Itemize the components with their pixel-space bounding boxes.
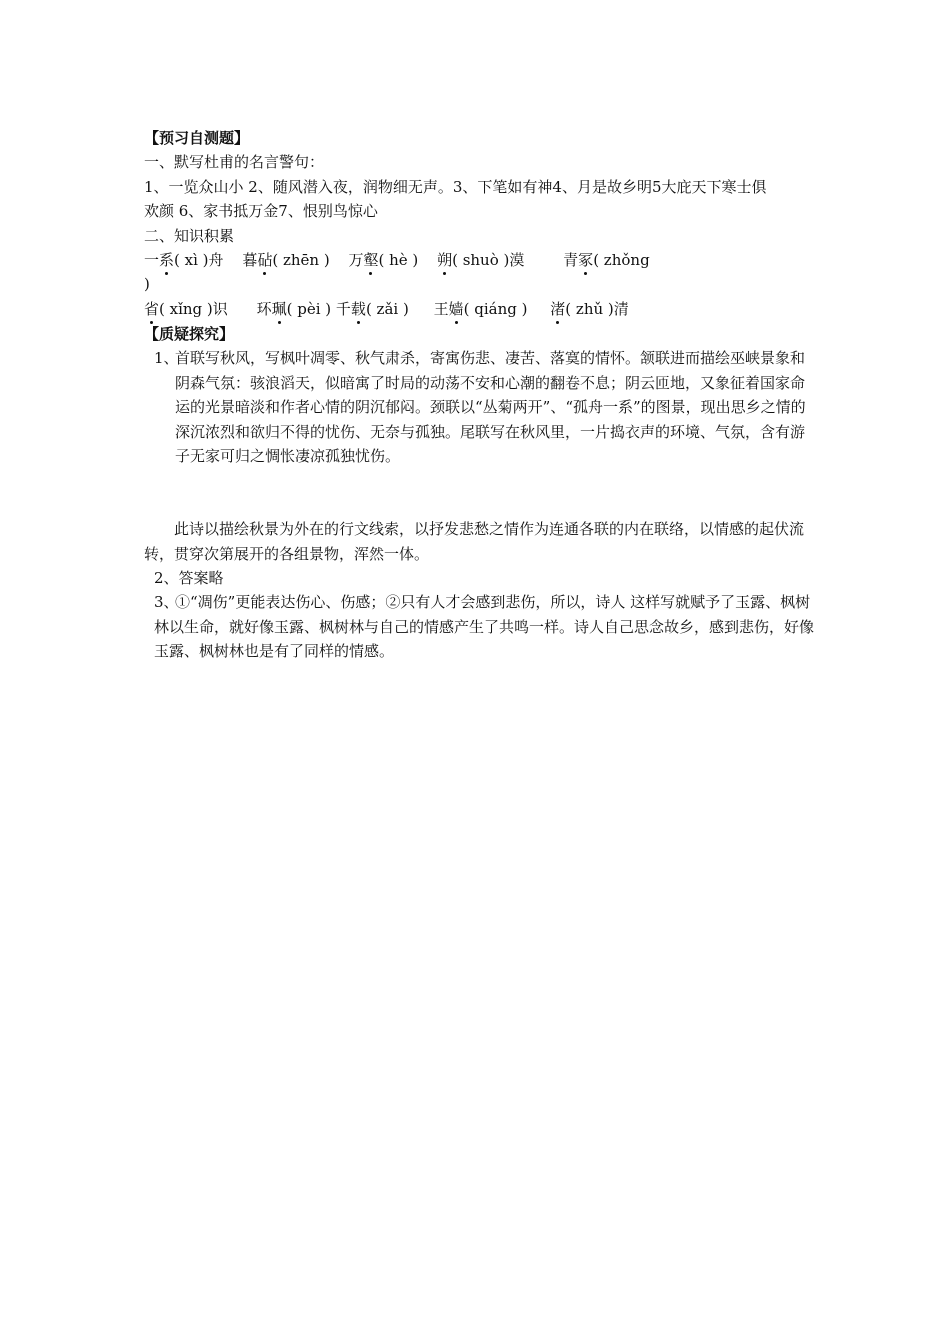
- answer-item-3: [154, 590, 814, 664]
- item-text: 首联写秋风，写枫叶凋零、秋气肃杀，寄寓伤悲、凄苦、落寞的情怀。颔联进而描绘巫峡景象和阴森气氛：骇浪滔天，似暗寓了时局的动荡不安和心潮的翻卷不息；阴云匝地，又象征着国家命运的光景暗淡和作者心情的阴沉郁闷。颈联以“丛菊两开”、“孤舟一系”的图景，现出思乡之情的深沉浓烈和欲归不得的忧伤、无奈与孤独。尾联写在秋风里，一片捣衣声的环境、气氛，含有游子无家可归之惆怅凄凉孤独忧伤。: [175, 349, 806, 465]
- pinyin-item: 省( xǐng )识: [144, 297, 228, 321]
- item-text: ①“凋伤”更能表达伤心、伤感；②只有人才会感到悲伤，所以，诗人 这样写就赋予了玉露、枫树林以生命，就好像玉露、枫树林与自己的情感产生了共鸣一样。诗人自己思念故乡，感到悲伤，好像玉露、枫树林也是有了同样的情感。: [154, 593, 815, 660]
- quotes-line-1: 1、一览众山小 2、随风潜入夜，润物细无声。3、下笔如有神4、月是故乡明5大庇天下寒士俱: [144, 178, 767, 196]
- answer-item-2: 2、答案略: [154, 569, 224, 587]
- pinyin-row-1: [144, 248, 650, 272]
- pinyin-item: 暮砧( zhēn ): [242, 248, 329, 272]
- pinyin-row-2: [144, 297, 629, 321]
- item-number: 3、: [154, 593, 179, 611]
- pinyin-item: 朔( shuò )漠: [437, 248, 524, 272]
- question-two-title: 二、知识积累: [144, 227, 235, 245]
- pinyin-item: 千载( zǎi ): [336, 297, 409, 321]
- summary-paragraph: 此诗以描绘秋景为外在的行文线索，以抒发悲愁之情作为连通各联的内在联络，以情感的起伏流转，贯穿次第展开的各组景物，浑然一体。: [144, 520, 805, 563]
- pinyin-item: 环珮( pèi ): [257, 297, 332, 321]
- quotes-line-2: 欢颜 6、家书抵万金7、恨别鸟惊心: [144, 202, 378, 220]
- pinyin-item: 渚( zhǔ )清: [550, 297, 628, 321]
- pinyin-item: 万壑( hè ): [348, 248, 418, 272]
- question-one-title: 一、默写杜甫的名言警句：: [144, 153, 325, 171]
- pinyin-item: 青冢( zhǒng: [563, 248, 650, 272]
- pinyin-row-1-wrap: ): [144, 275, 150, 293]
- pinyin-item: 一系( xì )舟: [144, 248, 224, 272]
- answer-item-1: [154, 346, 814, 469]
- preview-test-heading: 【预习自测题】: [144, 129, 250, 147]
- inquiry-heading: 【质疑探究】: [144, 325, 235, 343]
- item-number: 1、: [154, 349, 179, 367]
- pinyin-item: 王嫱( qiáng ): [434, 297, 528, 321]
